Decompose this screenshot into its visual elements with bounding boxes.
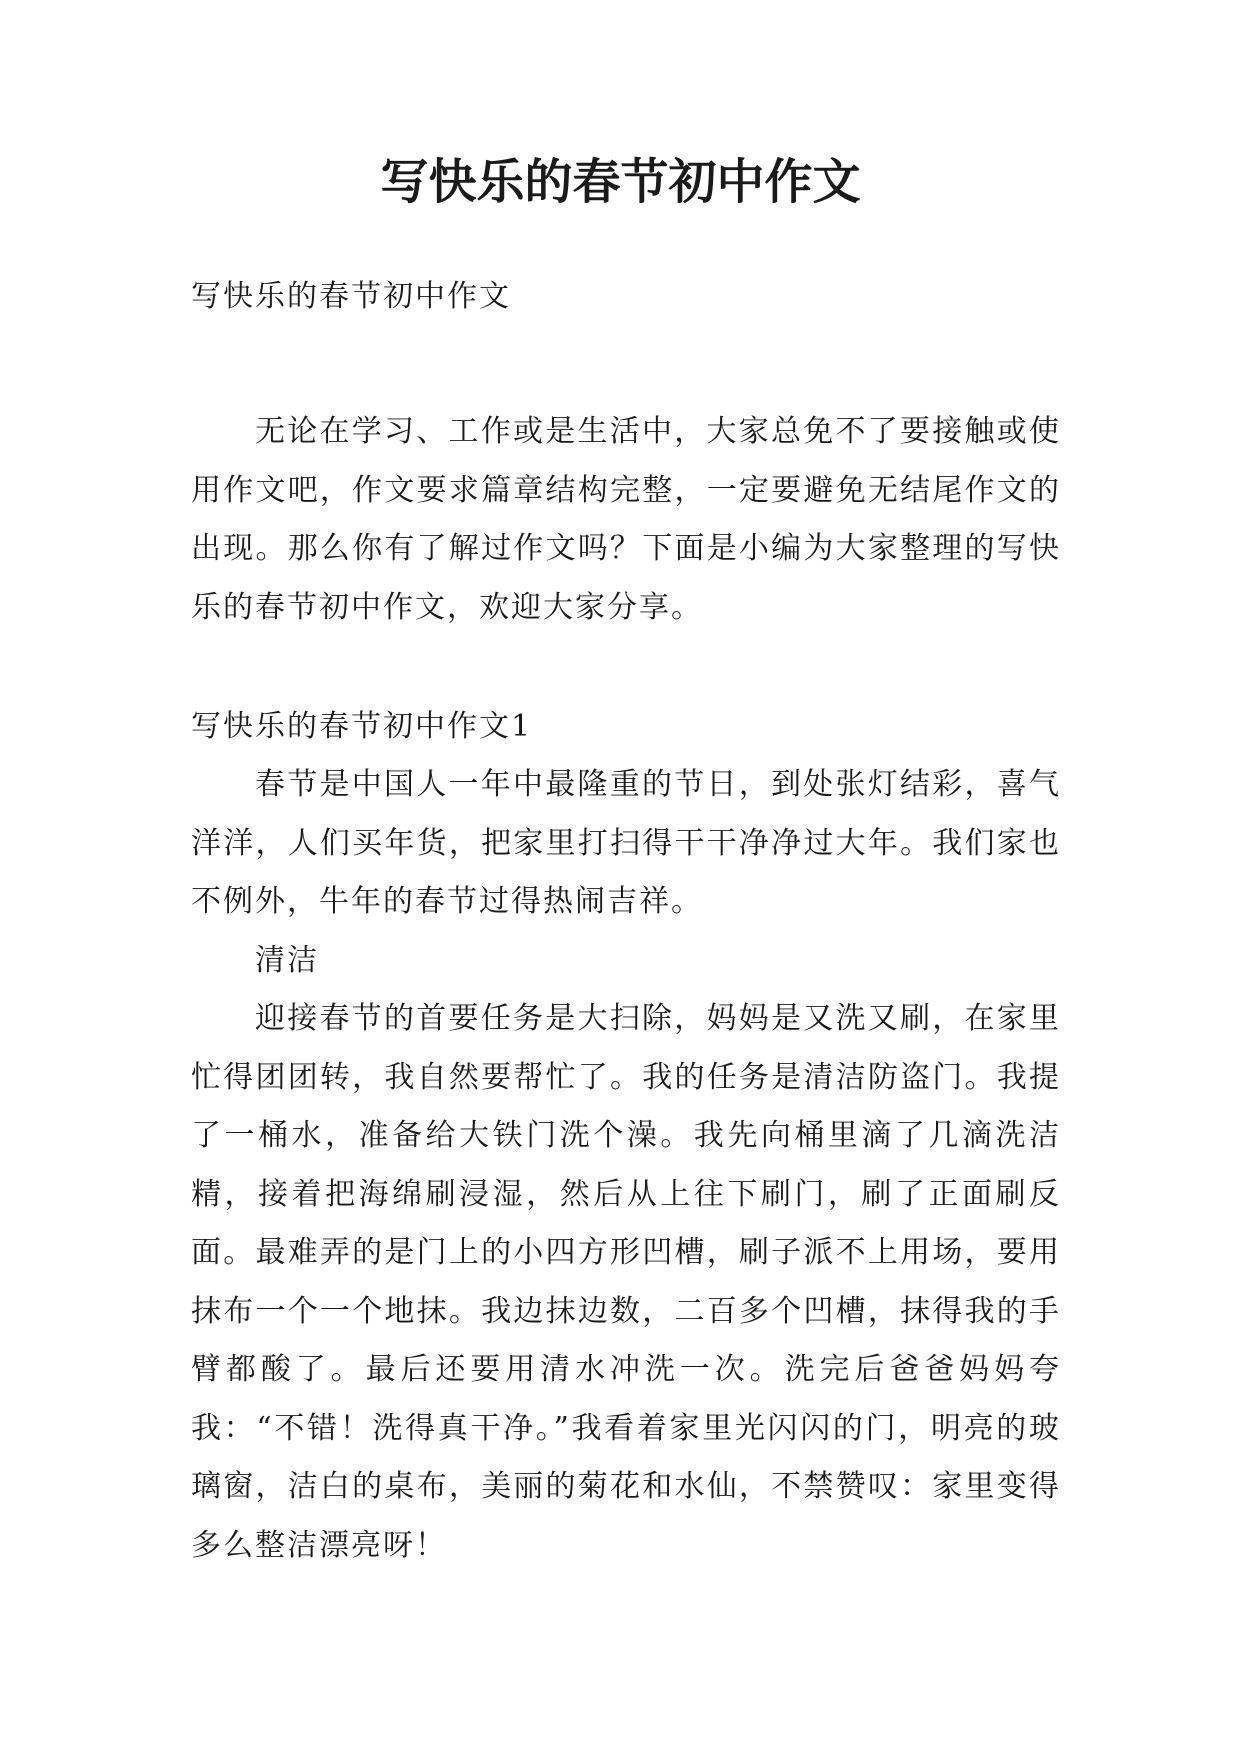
paragraph-1: 春节是中国人一年中最隆重的节日，到处张灯结彩，喜气洋洋，人们买年货，把家里打扫得干干净净过大年。我们家也不例外，牛年的春节过得热闹吉祥。 bbox=[191, 767, 1061, 919]
page-title: 写快乐的春节初中作文 bbox=[380, 154, 861, 210]
document-subtitle: 写快乐的春节初中作文 bbox=[191, 279, 511, 314]
intro-paragraph: 无论在学习、工作或是生活中，大家总免不了要接触或使用作文吧，作文要求篇章结构完整，一定要避免无结尾作文的出现。那么你有了解过作文吗？下面是小编为大家整理的写快乐的春节初中作文，欢迎大家分享。 bbox=[191, 414, 1061, 625]
subsection-label: 清洁 bbox=[255, 943, 319, 978]
paragraph-2: 迎接春节的首要任务是大扫除，妈妈是又洗又刷，在家里忙得团团转，我自然要帮忙了。我的任务是清洁防盗门。我提了一桶水，准备给大铁门洗个澡。我先向桶里滴了几滴洗洁精，接着把海绵刷浸湿，然后从上往下刷门，刷了正面刷反面。最难弄的是门上的小四方形凹槽，刷子派不上用场，要用抹布一个一个地抹。我边抹边数，二百多个凹槽，抹得我的手臂都酸了。最后还要用清水冲洗一次。洗完后爸爸妈妈夸我：“不错！洗得真干净。”我看着家里光闪闪的门，明亮的玻璃窗，洁白的桌布，美丽的菊花和水仙，不禁赞叹：家里变得多么整洁漂亮呀！ bbox=[191, 1001, 1061, 1563]
section-heading: 写快乐的春节初中作文1 bbox=[191, 709, 533, 744]
